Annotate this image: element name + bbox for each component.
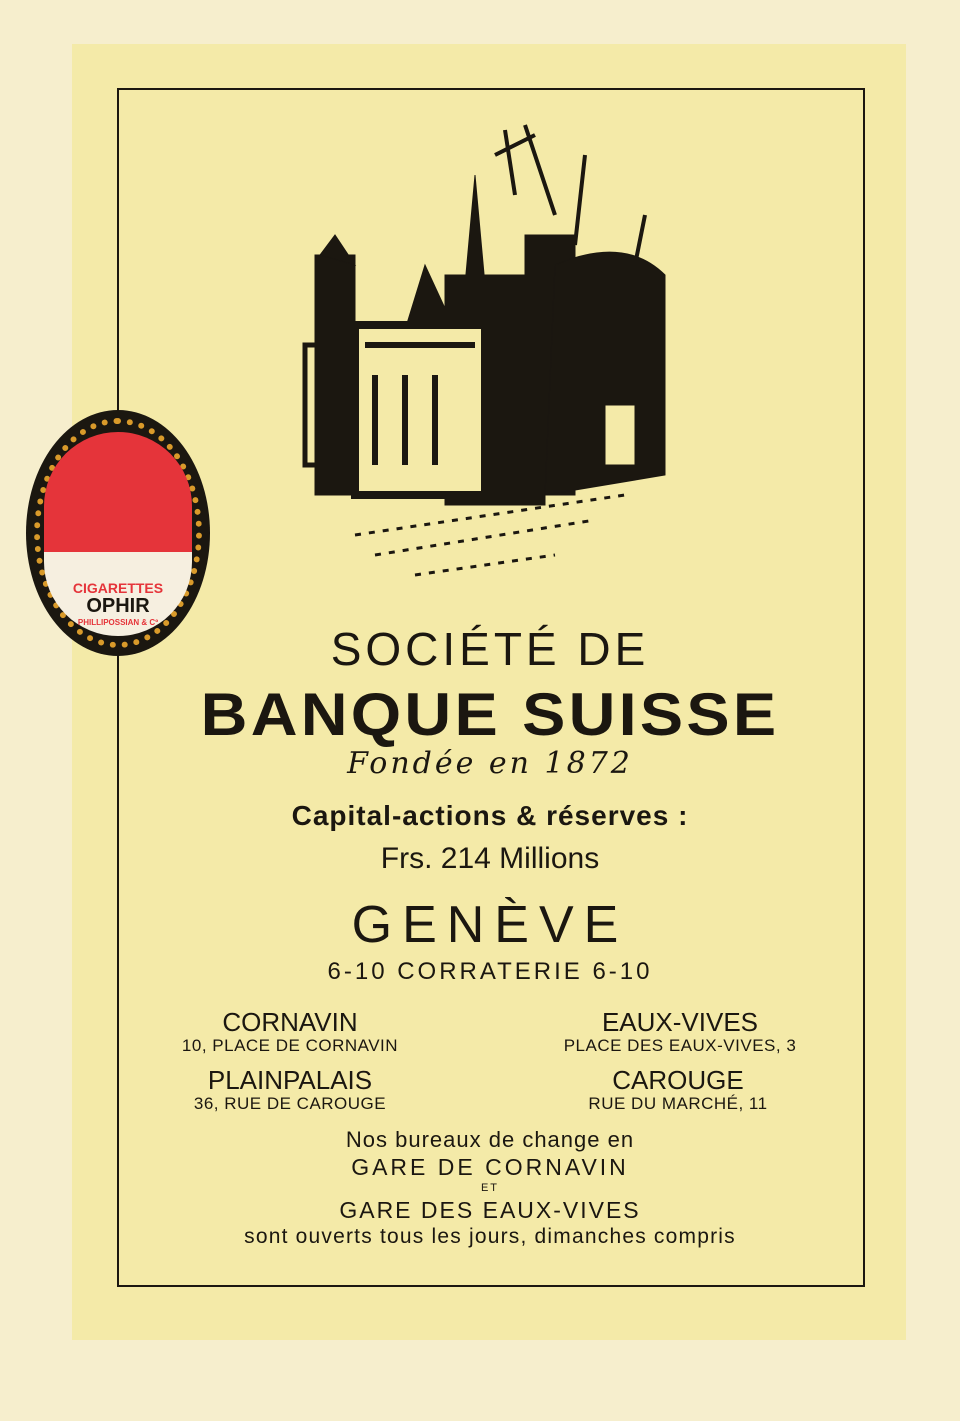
city-name: GENÈVE bbox=[351, 896, 629, 954]
branch-eaux-vives bbox=[530, 1008, 830, 1056]
branch-address: RUE DU MARCHÉ, 11 bbox=[588, 1094, 768, 1113]
sticker-text-cigarettes: CIGARETTES bbox=[72, 580, 164, 596]
exchange-line-4: GARE DES EAUX-VIVES bbox=[339, 1197, 641, 1223]
capital-heading: Capital-actions & réserves : bbox=[291, 800, 689, 831]
title-line-1: SOCIÉTÉ DE bbox=[330, 623, 650, 675]
branch-cornavin bbox=[140, 1008, 440, 1056]
exchange-line-5: sont ouverts tous les jours, dimanches compris bbox=[244, 1225, 736, 1248]
branch-plainpalais bbox=[140, 1066, 440, 1114]
branch-address: PLACE DES EAUX-VIVES, 3 bbox=[563, 1036, 797, 1055]
branch-name: CORNAVIN bbox=[222, 1007, 358, 1037]
capital-amount: Frs. 214 Millions bbox=[380, 842, 600, 875]
church-illustration bbox=[295, 115, 675, 595]
branch-name: CAROUGE bbox=[612, 1065, 744, 1095]
sticker-text-brand: OPHIR bbox=[86, 595, 150, 617]
ophir-cigarettes-sticker bbox=[26, 410, 210, 656]
exchange-line-3: ET bbox=[480, 1182, 500, 1194]
head-office-address: 6-10 CORRATERIE 6-10 bbox=[327, 958, 653, 985]
branch-carouge bbox=[528, 1066, 828, 1114]
founded-line: Fondée en 1872 bbox=[347, 746, 633, 781]
branch-name: PLAINPALAIS bbox=[207, 1065, 373, 1095]
branch-name: EAUX-VIVES bbox=[601, 1007, 759, 1037]
bank-name: BANQUE SUISSE bbox=[200, 681, 780, 748]
branch-address: 36, RUE DE CAROUGE bbox=[193, 1094, 387, 1113]
branch-address: 10, PLACE DE CORNAVIN bbox=[181, 1036, 399, 1055]
exchange-line-2: GARE DE CORNAVIN bbox=[351, 1154, 629, 1180]
sticker-text-maker: PHILLIPOSSIAN & Cº bbox=[77, 618, 159, 627]
exchange-line-1: Nos bureaux de change en bbox=[345, 1127, 635, 1152]
